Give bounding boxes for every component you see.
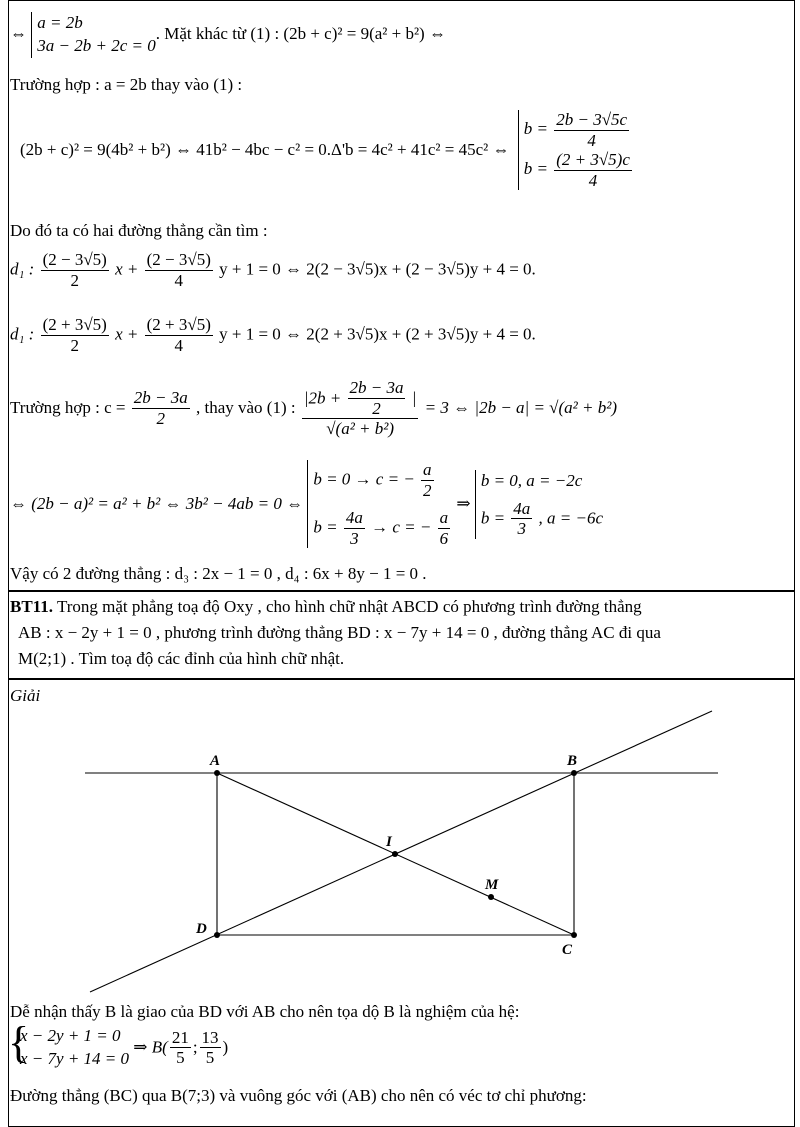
case1-intro: Trường hợp : a = 2b thay vào (1) : [10,75,243,94]
fraction [348,378,406,418]
system-ab-bd [8,1018,130,1071]
frac-den: 3 [517,519,527,539]
result-prefix: ⇒ B( [133,1037,168,1057]
result-sep: ; [192,1037,198,1057]
fraction [438,508,451,548]
frac-num: a [423,460,432,479]
solution-heading: Giải [10,686,41,705]
frac-den: 6 [439,528,449,548]
row-text: b = [480,508,506,528]
sys-row: 3a − 2b + 2c = 0 [37,35,156,55]
fraction [421,460,434,500]
fraction [145,250,213,290]
frac-num: 4a [345,508,363,528]
sys-row: a = 2b [37,13,83,32]
mid-text: x + [115,324,139,344]
frac-num: 13 [201,1027,219,1047]
problem-line2: AB : x − 2y + 1 = 0 , phương trình đường thẳng BD : x − 7y + 14 = 0 , đường thẳng AC đi qua [18,623,661,642]
label-i: I [386,834,392,850]
case2b-lhs: ⇔ (2b − a)² = a² + b² ⇔ 3b² − 4ab = 0 ⇔ [10,493,304,513]
frac-num: 2b − 3a [349,378,404,397]
label-a: A [210,753,221,769]
solution-system [8,1018,229,1071]
system-a-b-c [31,12,155,58]
sol-lhs: b = [523,118,548,138]
case1-solutions [518,110,634,190]
case2b-row2 [313,508,452,548]
frac-num: 2b − 3√5c [556,110,628,129]
case1-sol2 [524,150,634,190]
problem-line1 [10,598,642,617]
frac-den: 4 [587,130,596,150]
frac-num: (2 − 3√5) [42,250,107,269]
result-row: b = 0, a = −2c [480,470,583,490]
problem-line3: M(2;1) . Tìm toạ độ các đỉnh của hình chữ nhật. [18,649,345,668]
num-part: | [411,388,417,408]
fraction [145,315,213,355]
rest-text: y + 1 = 0 ⇔ 2(2 + 3√5)x + (2 + 3√5)y + 4 = 0. [219,324,536,344]
problem-text: Trong mặt phẳng toạ độ Oxy , cho hình chữ nhật ABCD có phương trình đường thẳng [53,597,642,616]
line-bd [90,711,712,992]
point-m [488,894,494,900]
row-text: b = 0 → c = − [313,469,415,489]
d1-line-a [10,250,536,290]
case1-eq-text: (2b + c)² = 9(4b² + b²) ⇔ 41b² − 4bc − c² = 0.Δ'b = 4c² + 41c² = 45c² ⇔ [20,139,510,159]
case2b-results [475,470,603,539]
fraction [554,110,629,150]
line1-text: . Mặt khác từ (1) : (2b + c)² = 9(a² + b²) ⇔ [155,23,446,43]
solution-text1: Dễ nhận thấy B là giao của BD với AB cho nên tọa dộ B là nghiệm của hệ: [10,1002,520,1021]
conclusion: Vậy có 2 đường thẳng : d₃ : 2x − 1 = 0 , d₄ : 6x + 8y − 1 = 0 . [10,564,427,583]
row-text: , a = −6c [538,508,604,528]
big-frac-num [302,378,419,419]
frac-num: 4a [513,498,531,518]
frac-num: (2 + 3√5)c [556,150,630,170]
frac-den: 2 [372,398,381,418]
case1-sol1 [524,110,634,150]
frac-den: 2 [70,270,79,290]
frac-num: 21 [171,1027,189,1047]
implies-arrow: ⇒ [456,493,471,513]
row-text: b = [313,517,338,537]
line-sys-intro: ⇔ a = 2b 3a − 2b + 2c = 0 . Mặt khác từ (1) : (2b + c)² = 9(a² + b²) ⇔ [10,12,446,58]
case1-equation [20,110,634,190]
fraction [200,1028,221,1068]
fraction [344,508,365,548]
case2b-system [307,460,452,548]
mid-text: x + [115,259,139,279]
label-c: C [562,942,573,958]
frac-den: 5 [176,1048,185,1068]
fraction [511,499,532,539]
case2-mid: , thay vào (1) : [195,397,296,417]
frac-den: 5 [205,1048,215,1068]
case2b-row1 [313,460,452,508]
result-suffix: ) [222,1037,229,1057]
case2-rest: = 3 ⇔ |2b − a| = √(a² + b²) [424,397,618,417]
big-fraction [302,378,419,439]
frac-den: 3 [350,528,359,548]
result-row [481,499,603,539]
big-frac-den: √(a² + b²) [326,419,395,439]
point-c [571,932,577,938]
point-a [214,770,220,776]
solution-text2: Đường thẳng (BC) qua B(7;3) và vuông góc với (AB) cho nên có véc tơ chỉ phương: [10,1086,587,1105]
frac-den: 4 [174,270,183,290]
case2b-line [10,460,603,548]
num-part: |2b + [303,388,342,408]
frac-num: (2 − 3√5) [146,250,211,269]
brace-glyph: { [8,1018,30,1067]
row-text: → c = − [371,517,432,537]
fraction [554,150,632,190]
rectangle-figure [0,700,800,1020]
fraction [170,1028,191,1068]
frac-num: (2 + 3√5) [42,315,107,334]
frac-den: 2 [156,408,165,428]
frac-den: 4 [174,335,183,355]
d1-line-b [10,315,536,355]
frac-den: 2 [70,335,79,355]
two-lines-intro: Do đó ta có hai đường thẳng cần tìm : [10,221,268,240]
label-d: D [196,921,207,937]
fraction [132,388,190,428]
rest-text: y + 1 = 0 ⇔ 2(2 − 3√5)x + (2 − 3√5)y + 4 = 0. [219,259,536,279]
frac-num: 2b − 3a [133,388,188,408]
frac-num: (2 + 3√5) [146,315,211,334]
frac-den: 4 [588,170,598,190]
point-b [571,770,577,776]
fraction [41,315,109,355]
fraction [41,250,109,290]
point-d [214,932,220,938]
label-m: M [485,877,499,893]
sol-lhs: b = [523,159,548,179]
point-i [392,851,398,857]
problem-title: BT11. [10,597,53,616]
frac-den: 2 [423,480,432,500]
frac-num: a [439,508,449,528]
d1-label: d₁ : [10,259,35,279]
d1-label: d₁ : [10,324,35,344]
case2-intro: Trường hợp : c = [10,397,126,417]
label-b: B [567,753,578,769]
sys-row: x − 2y + 1 = 0 [20,1026,121,1045]
case2-line [10,378,617,439]
sys-row: x − 7y + 14 = 0 [20,1048,130,1068]
